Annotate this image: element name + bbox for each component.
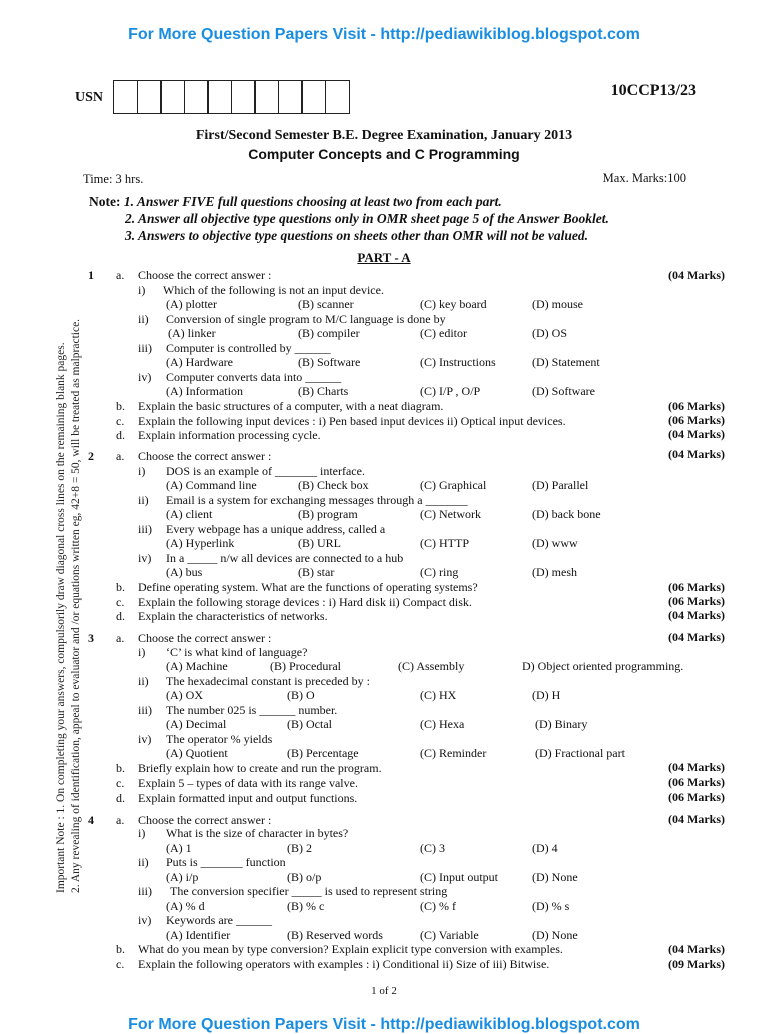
- usn-label: USN: [75, 90, 104, 105]
- question-text: Choose the correct answer :: [138, 268, 272, 282]
- marks-label: (04 Marks): [668, 268, 725, 282]
- question-text: (D) H: [532, 688, 561, 702]
- question-text: c.: [116, 414, 125, 428]
- question-text: (D) % s: [532, 899, 570, 913]
- question-text: Email is a system for exchanging messages through a _______: [166, 493, 468, 507]
- question-text: i): [138, 283, 146, 297]
- question-text: (A) Hardware: [166, 355, 233, 369]
- question-text: (C) key board: [420, 297, 487, 311]
- question-text: b.: [116, 761, 125, 775]
- question-text: (C) editor: [420, 326, 467, 340]
- question-text: Puts is _______ function: [166, 855, 286, 869]
- question-text: (B) Reserved words: [287, 928, 383, 942]
- question-text: (B) Software: [298, 355, 361, 369]
- question-text: a.: [116, 631, 125, 645]
- question-text: (D) 4: [532, 841, 558, 855]
- max-marks: Max. Marks:100: [602, 171, 686, 185]
- paper-code: 10CCP13/23: [610, 82, 696, 99]
- question-text: (C) 3: [420, 841, 445, 855]
- question-text: Choose the correct answer :: [138, 813, 272, 827]
- marks-label: (06 Marks): [668, 790, 725, 804]
- question-text: ii): [138, 493, 149, 507]
- question-text: (A) i/p: [166, 870, 199, 884]
- question-text: Explain 5 – types of data with its range valve.: [138, 776, 358, 790]
- question-text: Briefly explain how to create and run the program.: [138, 761, 382, 775]
- question-text: (D) None: [532, 870, 578, 884]
- question-text: (D) Parallel: [532, 478, 589, 492]
- note-line-3: 3. Answers to objective type questions on sheets other than OMR will not be valued.: [125, 228, 589, 243]
- usn-box: [207, 80, 232, 114]
- question-text: (D) Statement: [532, 355, 600, 369]
- question-text: iv): [138, 732, 152, 746]
- part-title: PART - A: [357, 250, 411, 265]
- question-text: Keywords are ______: [166, 913, 272, 927]
- question-text: The conversion specifier _____ is used to represent string: [170, 884, 448, 898]
- question-text: (C) Hexa: [420, 717, 465, 731]
- question-text: (D) mouse: [532, 297, 583, 311]
- question-text: (B) compiler: [298, 326, 360, 340]
- marks-label: (06 Marks): [668, 594, 725, 608]
- question-text: Conversion of single program to M/C language is done by: [166, 312, 446, 326]
- usn-box: [137, 80, 162, 114]
- question-text: Explain the following storage devices : i) Hard disk ii) Compact disk.: [138, 595, 472, 609]
- question-text: c.: [116, 776, 125, 790]
- marks-label: (04 Marks): [668, 760, 725, 774]
- usn-box: [301, 80, 326, 114]
- question-text: a.: [116, 268, 125, 282]
- exam-title: First/Second Semester B.E. Degree Examination, January 2013: [195, 128, 573, 143]
- question-text: (B) program: [298, 507, 358, 521]
- question-text: Explain the characteristics of networks.: [138, 609, 328, 623]
- question-text: (D) back bone: [532, 507, 601, 521]
- question-text: (B) scanner: [298, 297, 354, 311]
- marks-label: (06 Marks): [668, 580, 725, 594]
- question-text: (C) % f: [420, 899, 456, 913]
- question-text: (A) Machine: [166, 659, 228, 673]
- question-text: Every webpage has a unique address, called a: [166, 522, 386, 536]
- question-text: (B) Octal: [287, 717, 332, 731]
- question-text: (A) Quotient: [166, 746, 228, 760]
- question-text: iv): [138, 913, 152, 927]
- question-text: (C) Instructions: [420, 355, 496, 369]
- question-text: ii): [138, 674, 149, 688]
- question-text: What is the size of character in bytes?: [166, 826, 349, 840]
- question-text: Which of the following is not an input device.: [163, 283, 384, 297]
- question-text: b.: [116, 580, 125, 594]
- question-number: 4: [88, 813, 94, 827]
- usn-box: [278, 80, 303, 114]
- question-text: Explain the following input devices : i) Pen based input devices ii) Optical input devices.: [138, 414, 566, 428]
- note-line-2: 2. Answer all objective type questions only in OMR sheet page 5 of the Answer Booklet.: [125, 211, 609, 226]
- question-text: (A) Identifier: [166, 928, 231, 942]
- question-text: (B) 2: [287, 841, 312, 855]
- question-text: The operator % yields: [166, 732, 273, 746]
- page-number: 1 of 2: [371, 985, 397, 997]
- question-text: i): [138, 645, 146, 659]
- question-text: The hexadecimal constant is preceded by :: [166, 674, 370, 688]
- question-text: The number 025 is ______ number.: [166, 703, 338, 717]
- question-text: Explain information processing cycle.: [138, 428, 321, 442]
- important-note-line-2: 2. Any revealing of identification, appeal to evaluator and /or equations written eg, 42+8 = 50, will be treated as malpractice.: [70, 318, 82, 893]
- question-text: d.: [116, 428, 125, 442]
- question-text: (A) OX: [166, 688, 203, 702]
- question-text: (B) Charts: [298, 384, 349, 398]
- question-text: (A) client: [166, 507, 213, 521]
- question-text: Define operating system. What are the functions of operating systems?: [138, 580, 478, 594]
- subject-title: Computer Concepts and C Programming: [248, 146, 520, 162]
- question-text: iv): [138, 551, 152, 565]
- marks-label: (04 Marks): [668, 942, 725, 956]
- question-text: (C) HX: [420, 688, 457, 702]
- question-text: In a _____ n/w all devices are connected to a hub: [166, 551, 404, 565]
- marks-label: (04 Marks): [668, 812, 725, 826]
- marks-label: (04 Marks): [668, 630, 725, 644]
- marks-label: (06 Marks): [668, 775, 725, 789]
- question-text: d.: [116, 609, 125, 623]
- usn-box: [254, 80, 279, 114]
- question-text: (C) Reminder: [420, 746, 487, 760]
- question-text: (C) HTTP: [420, 536, 469, 550]
- question-text: Choose the correct answer :: [138, 449, 272, 463]
- question-text: iii): [138, 341, 152, 355]
- question-text: b.: [116, 399, 125, 413]
- question-text: iii): [138, 522, 152, 536]
- question-text: b.: [116, 942, 125, 956]
- question-text: a.: [116, 813, 125, 827]
- question-text: (D) mesh: [532, 565, 577, 579]
- question-text: (C) Network: [420, 507, 481, 521]
- question-text: (B) Check box: [298, 478, 369, 492]
- question-text: What do you mean by type conversion? Explain explicit type conversion with examples.: [138, 942, 563, 956]
- question-text: c.: [116, 595, 125, 609]
- question-number: 1: [88, 268, 94, 282]
- usn-box: [160, 80, 185, 114]
- question-text: Computer converts data into ______: [166, 370, 342, 384]
- question-text: (A) plotter: [166, 297, 217, 311]
- question-text: (A) Decimal: [166, 717, 227, 731]
- question-text: (D) None: [532, 928, 578, 942]
- question-text: (D) www: [532, 536, 578, 550]
- important-note-line-1: Important Note : 1. On completing your answers, compulsorily draw diagonal cross lines on the remaining blank pages.: [55, 342, 67, 893]
- question-text: (B) O: [287, 688, 315, 702]
- question-text: iii): [138, 703, 152, 717]
- usn-boxes: [113, 80, 348, 114]
- banner-link-top[interactable]: For More Question Papers Visit - http://pediawikiblog.blogspot.com: [128, 26, 640, 43]
- question-text: c.: [116, 957, 125, 971]
- question-text: (C) Input output: [420, 870, 498, 884]
- time-allowed: Time: 3 hrs.: [83, 172, 144, 186]
- question-text: (C) ring: [420, 565, 459, 579]
- question-text: D) Object oriented programming.: [522, 659, 684, 673]
- note-line-1: 1. Answer FIVE full questions choosing at least two from each part.: [123, 194, 502, 209]
- marks-label: (04 Marks): [668, 427, 725, 441]
- question-text: (C) Variable: [420, 928, 479, 942]
- question-text: (B) % c: [287, 899, 325, 913]
- question-text: (A) % d: [166, 899, 205, 913]
- instructions-note: [89, 193, 609, 244]
- question-text: ‘C’ is what kind of language?: [166, 645, 308, 659]
- question-text: Explain formatted input and output functions.: [138, 791, 358, 805]
- question-text: (C) Graphical: [420, 478, 487, 492]
- question-text: (A) Hyperlink: [166, 536, 235, 550]
- banner-link-bottom[interactable]: For More Question Papers Visit - http://pediawikiblog.blogspot.com: [128, 1016, 640, 1033]
- question-text: a.: [116, 449, 125, 463]
- question-text: (D) Binary: [535, 717, 588, 731]
- question-text: i): [138, 826, 146, 840]
- marks-label: (04 Marks): [668, 447, 725, 461]
- question-text: (A) linker: [168, 326, 216, 340]
- question-text: Computer is controlled by ______: [166, 341, 331, 355]
- question-text: DOS is an example of _______ interface.: [166, 464, 365, 478]
- usn-box: [325, 80, 350, 114]
- question-number: 2: [88, 449, 94, 463]
- question-text: (A) Information: [166, 384, 243, 398]
- marks-label: (06 Marks): [668, 413, 725, 427]
- question-text: (A) Command line: [166, 478, 257, 492]
- question-text: (A) 1: [166, 841, 192, 855]
- marks-label: (04 Marks): [668, 608, 725, 622]
- question-text: Explain the following operators with examples : i) Conditional ii) Size of iii) Bitwise.: [138, 957, 550, 971]
- marks-label: (06 Marks): [668, 399, 725, 413]
- question-text: (D) Fractional part: [535, 746, 625, 760]
- question-text: i): [138, 464, 146, 478]
- question-text: Explain the basic structures of a computer, with a neat diagram.: [138, 399, 444, 413]
- usn-box: [113, 80, 138, 114]
- question-text: ii): [138, 855, 149, 869]
- question-text: (B) Procedural: [270, 659, 341, 673]
- question-text: (B) o/p: [287, 870, 322, 884]
- question-text: (B) Percentage: [287, 746, 359, 760]
- question-text: d.: [116, 791, 125, 805]
- question-text: (A) bus: [166, 565, 203, 579]
- usn-box: [184, 80, 209, 114]
- question-text: (C) I/P , O/P: [420, 384, 481, 398]
- question-text: (D) Software: [532, 384, 595, 398]
- question-text: (B) star: [298, 565, 335, 579]
- question-text: Choose the correct answer :: [138, 631, 272, 645]
- question-number: 3: [88, 631, 94, 645]
- question-text: (B) URL: [298, 536, 341, 550]
- marks-label: (09 Marks): [668, 957, 725, 971]
- usn-box: [231, 80, 256, 114]
- question-text: iv): [138, 370, 152, 384]
- note-label: Note:: [89, 194, 121, 209]
- question-text: iii): [138, 884, 152, 898]
- important-note: [54, 319, 84, 893]
- question-text: ii): [138, 312, 149, 326]
- question-text: (C) Assembly: [398, 659, 465, 673]
- question-text: (D) OS: [532, 326, 567, 340]
